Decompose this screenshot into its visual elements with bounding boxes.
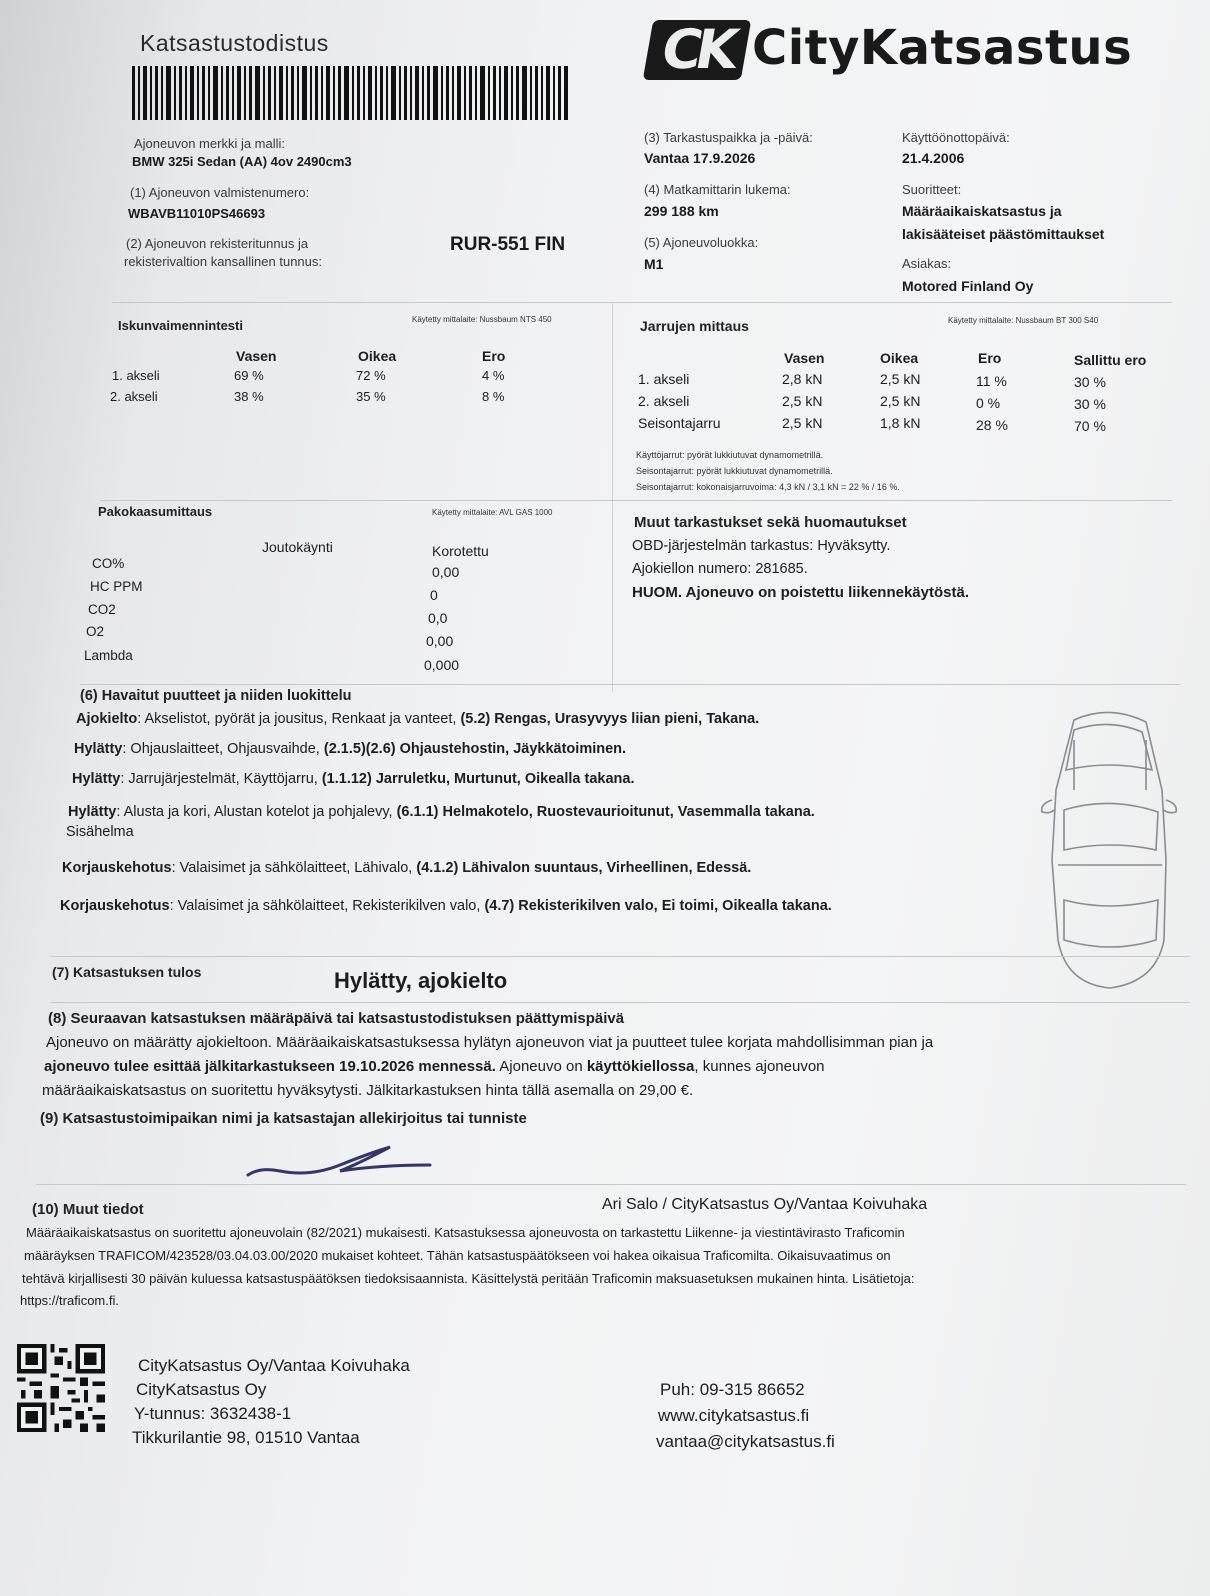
class-label: (5) Ajoneuvoluokka:	[644, 235, 759, 250]
exhaust-row-name: Lambda	[84, 648, 133, 663]
brake-row-right: 1,8 kN	[880, 415, 921, 431]
brake-row-name: 1. akseli	[638, 371, 690, 387]
other-title: Muut tarkastukset sekä huomautukset	[634, 514, 907, 531]
inspector-name: Ari Salo / CityKatsastus Oy/Vantaa Koivuhaka	[602, 1196, 928, 1213]
class-value: M1	[644, 256, 664, 272]
shock-row-right: 72 %	[356, 368, 386, 383]
signature-title: (9) Katsastustoimipaikan nimi ja katsastajan allekirjoitus tai tunniste	[40, 1110, 527, 1127]
footer-website-link[interactable]: www.citykatsastus.fi	[658, 1406, 810, 1425]
more-line-4: https://traficom.fi.	[20, 1293, 119, 1308]
more-line-3: tehtävä kirjallisesti 30 päivän kuluessa katsastuspäätöksen tiedoksisaannista. Käsittelystä peritään Traficomin maksuasetuksen mukainen hinta. Lisätietoja:	[22, 1271, 915, 1286]
client-value: Motored Finland Oy	[902, 278, 1034, 294]
performed-value-1: Määräaikaiskatsastus ja	[902, 203, 1062, 219]
performed-value-2: lakisääteiset päästömittaukset	[902, 226, 1105, 242]
intro-date-value: 21.4.2006	[902, 150, 965, 166]
defect-item: Hylätty: Jarrujärjestelmät, Käyttöjarru, (1.1.12) Jarruletku, Murtunut, Oikealla takana.	[72, 771, 635, 787]
registration-number: RUR-551 FIN	[450, 234, 566, 255]
footer-company-1: CityKatsastus Oy/Vantaa Koivuhaka	[138, 1356, 410, 1375]
defect-item: Ajokielto: Akselistot, pyörät ja jousitus, Renkaat ja vanteet, (5.2) Rengas, Urasyvyys liian pieni, Takana.	[76, 711, 760, 727]
intro-date-label: Käyttöönottopäivä:	[902, 130, 1010, 145]
brakes-col-diff: Ero	[978, 350, 1002, 366]
defect-item: Hylätty: Alusta ja kori, Alustan kotelot ja pohjalevy, (6.1.1) Helmakotelo, Ruostevaurioitunut, Vasemmalla takana.	[68, 804, 815, 820]
shock-col-diff: Ero	[482, 348, 506, 364]
brake-row-diff: 0 %	[976, 395, 1001, 411]
brakes-col-right: Oikea	[880, 350, 919, 366]
brakes-device: Käytetty mittalaite: Nussbaum BT 300 S40	[948, 316, 1099, 325]
logo-text: CityKatsastus	[752, 20, 1133, 76]
defect-item: Hylätty: Ohjauslaitteet, Ohjausvaihde, (2.1.5)(2.6) Ohjaustehostin, Jäykkätoiminen.	[74, 741, 627, 757]
performed-label: Suoritteet:	[902, 182, 962, 197]
exhaust-col-raised: Korotettu	[432, 543, 489, 559]
brake-row-name: Seisontajarru	[638, 415, 721, 431]
footer-company-2: CityKatsastus Oy	[136, 1380, 267, 1399]
shock-row-name: 2. akseli	[110, 389, 158, 404]
make-label: Ajoneuvon merkki ja malli:	[134, 136, 286, 151]
defect-item-extra: Sisähelma	[66, 824, 134, 840]
exhaust-row-name: O2	[86, 624, 105, 639]
brakes-title: Jarrujen mittaus	[640, 318, 749, 334]
result-value: Hylätty, ajokielto	[334, 968, 508, 993]
exhaust-row-value: 0	[430, 587, 438, 603]
vin-label: (1) Ajoneuvon valmistenumero:	[130, 185, 310, 200]
shock-row-left: 69 %	[234, 368, 264, 383]
odometer-value: 299 188 km	[644, 203, 719, 219]
shock-row-left: 38 %	[234, 389, 264, 404]
shock-title: Iskunvaimennintesti	[118, 318, 243, 333]
qr-code-icon	[16, 1344, 106, 1432]
brake-row-left: 2,5 kN	[782, 415, 823, 431]
brake-row-diff: 11 %	[976, 373, 1007, 389]
brake-row-allowed: 30 %	[1074, 374, 1106, 390]
brake-row-allowed: 70 %	[1074, 418, 1106, 434]
shock-row-name: 1. akseli	[112, 368, 160, 383]
footer-address: Tikkurilantie 98, 01510 Vantaa	[132, 1428, 360, 1447]
next-line-3: määräaikaiskatsastus on suoritettu hyväksytysti. Jälkitarkastuksen hinta tällä asemalla on 29,00 €.	[42, 1082, 694, 1099]
brake-note: Seisontajarrut: pyörät lukkiutuvat dynamometrillä.	[636, 466, 833, 476]
next-title: (8) Seuraavan katsastuksen määräpäivä tai katsastustodistuksen päättymispäivä	[48, 1010, 625, 1027]
brake-row-name: 2. akseli	[638, 393, 690, 409]
brake-row-right: 2,5 kN	[880, 371, 921, 387]
brake-row-diff: 28 %	[976, 417, 1008, 433]
brakes-col-allowed: Sallittu ero	[1074, 352, 1147, 368]
odometer-label: (4) Matkamittarin lukema:	[644, 182, 791, 197]
shock-col-left: Vasen	[236, 348, 277, 364]
footer-phone[interactable]: Puh: 09-315 86652	[660, 1380, 805, 1399]
logo-mark-icon: CK	[643, 20, 752, 80]
footer-business-id: Y-tunnus: 3632438-1	[134, 1404, 292, 1423]
more-title: (10) Muut tiedot	[32, 1201, 144, 1218]
footer-email-link[interactable]: vantaa@citykatsastus.fi	[656, 1432, 835, 1451]
exhaust-row-value: 0,00	[432, 564, 460, 580]
exhaust-device: Käytetty mittalaite: AVL GAS 1000	[432, 508, 553, 517]
defect-item: Korjauskehotus: Valaisimet ja sähkölaitteet, Lähivalo, (4.1.2) Lähivalon suuntaus, Virheellinen, Edessä.	[62, 860, 752, 876]
exhaust-row-name: HC PPM	[90, 579, 143, 594]
car-diagram-icon	[1034, 700, 1184, 1000]
next-line-1: Ajoneuvo on määrätty ajokieltoon. Määräaikaiskatsastuksessa hylätyn ajoneuvon viat ja puutteet tulee korjata mahdollisimman pian ja	[46, 1034, 934, 1051]
other-line-2: Ajokiellon numero: 281685.	[632, 561, 808, 577]
reg-label-line1: (2) Ajoneuvon rekisteritunnus ja	[126, 236, 309, 251]
brake-note: Seisontajarrut: kokonaisjarruvoima: 4,3 kN / 3,1 kN = 22 % / 16 %.	[636, 482, 900, 492]
defect-item: Korjauskehotus: Valaisimet ja sähkölaitteet, Rekisterikilven valo, (4.7) Rekisterikilven valo, Ei toimi, Oikealla takana.	[60, 898, 832, 914]
brake-row-allowed: 30 %	[1074, 396, 1106, 412]
place-label: (3) Tarkastuspaikka ja -päivä:	[644, 130, 813, 145]
exhaust-row-value: 0,00	[426, 633, 454, 649]
make-value: BMW 325i Sedan (AA) 4ov 2490cm3	[132, 154, 352, 169]
shock-row-diff: 4 %	[482, 368, 505, 383]
other-line-3: HUOM. Ajoneuvo on poistettu liikennekäytöstä.	[632, 584, 969, 601]
next-line-2: ajoneuvo tulee esittää jälkitarkastukseen 19.10.2026 mennessä. Ajoneuvo on käyttökiellossa, kunnes ajoneuvon	[44, 1058, 825, 1075]
exhaust-title: Pakokaasumittaus	[98, 504, 213, 519]
brake-row-left: 2,5 kN	[782, 393, 823, 409]
result-label: (7) Katsastuksen tulos	[52, 964, 202, 980]
place-value: Vantaa 17.9.2026	[644, 150, 756, 166]
barcode-image	[132, 66, 570, 122]
exhaust-row-name: CO%	[92, 556, 125, 571]
reg-label-line2: rekisterivaltion kansallinen tunnus:	[124, 254, 322, 269]
vin-value: WBAVB11010PS46693	[128, 206, 266, 221]
shock-row-right: 35 %	[356, 389, 386, 404]
exhaust-row-name: CO2	[88, 602, 116, 617]
brake-row-left: 2,8 kN	[782, 371, 823, 387]
other-line-1: OBD-järjestelmän tarkastus: Hyväksytty.	[632, 538, 891, 554]
shock-col-right: Oikea	[358, 348, 397, 364]
more-line-2: määräyksen TRAFICOM/423528/03.04.03.00/2020 mukaiset kohteet. Tähän katsastuspäätökseen voi hakea oikaisua Traficomilta. Oikaisuvaatimus on	[24, 1248, 891, 1263]
brakes-col-left: Vasen	[784, 350, 825, 366]
exhaust-col-idle: Joutokäynti	[262, 539, 333, 555]
more-line-1: Määräaikaiskatsastus on suoritettu ajoneuvolain (82/2021) mukaisesti. Katsastuksessa ajoneuvosta on tarkastettu Liikenne- ja viestintävirasto Traficomin	[26, 1225, 905, 1240]
handwritten-signature	[240, 1135, 450, 1195]
shock-device: Käytetty mittalaite: Nussbaum NTS 450	[412, 315, 552, 324]
defects-title: (6) Havaitut puutteet ja niiden luokittelu	[80, 688, 352, 704]
document-title: Katsastustodistus	[140, 30, 329, 56]
shock-row-diff: 8 %	[482, 389, 505, 404]
exhaust-row-value: 0,000	[424, 657, 460, 673]
brake-row-right: 2,5 kN	[880, 393, 921, 409]
exhaust-row-value: 0,0	[428, 610, 448, 626]
brake-note: Käyttöjarrut: pyörät lukkiutuvat dynamometrillä.	[636, 450, 824, 460]
client-label: Asiakas:	[902, 256, 952, 271]
